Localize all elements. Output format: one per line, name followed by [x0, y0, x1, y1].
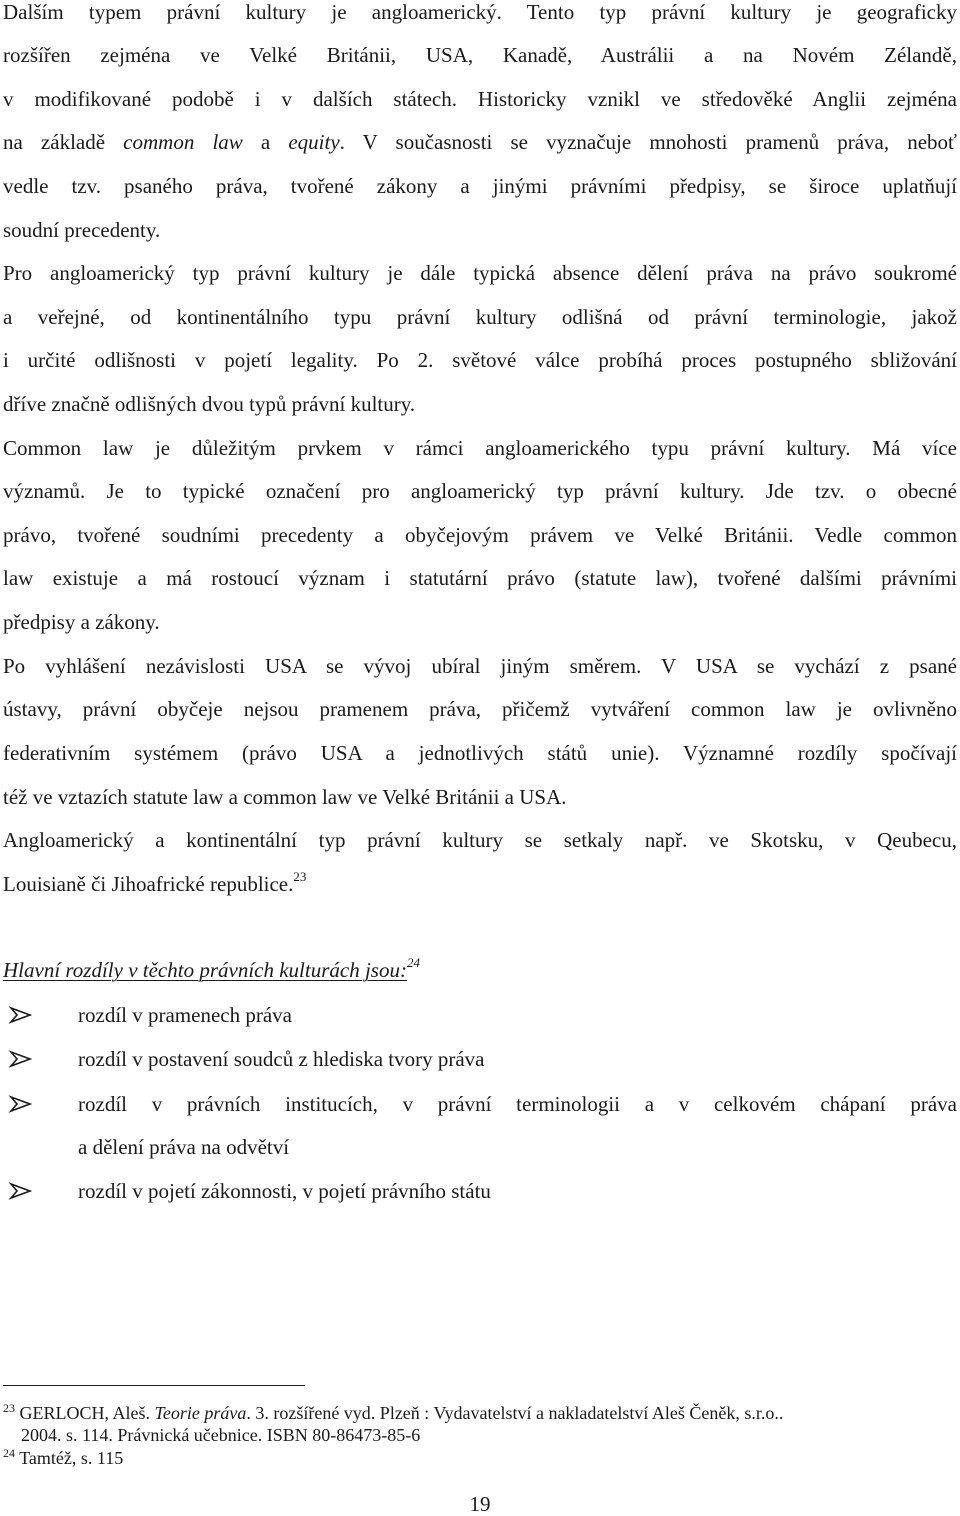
footnote-text: Tamtéž, s. 115 [19, 1448, 124, 1468]
paragraph-3-line-1: Common law je důležitým prvkem v rámci angloamerického typu právní kultury. Má více [3, 436, 957, 460]
line-text: Louisianě či Jihoafrické republice. [3, 872, 294, 896]
line-text: na základě [3, 130, 124, 154]
paragraph-2-line-3: i určité odlišnosti v pojetí legality. Po 2. světové válce probíhá proces postupného sbližování [3, 348, 957, 372]
term-common-law: common law [123, 130, 243, 154]
footnote-ref-24[interactable]: 24 [406, 955, 420, 970]
paragraph-3-line-5: předpisy a zákony. [3, 610, 160, 634]
paragraph-1-line-2: rozšířen zejména ve Velké Británii, USA, Kanadě, Austrálii a na Novém Zélandě, [3, 43, 957, 67]
paragraph-4-line-3: federativním systémem (právo USA a jednotlivých států unie). Významné rozdíly spočívají [3, 741, 957, 765]
paragraph-4-line-4: též ve vztazích statute law a common law ve Velké Británii a USA. [3, 785, 567, 809]
paragraph-1-line-6: soudní precedenty. [3, 218, 161, 242]
footnote-24 [3, 1448, 957, 1469]
list-item-text-continued: a dělení práva na odvětví [78, 1135, 290, 1159]
footnote-number: 23 [3, 1401, 15, 1415]
footnote-book-title: Teorie práva [154, 1403, 247, 1423]
differences-heading: Hlavní rozdíly v těchto právních kulturách jsou: [3, 958, 407, 982]
footnote-number: 24 [3, 1446, 15, 1460]
term-equity: equity [288, 130, 340, 154]
paragraph-3-line-4: law existuje a má rostoucí význam i statutární právo (statute law), tvořené dalšími právními [3, 566, 957, 590]
line-text: . V současnosti se vyznačuje mnohosti pramenů práva, neboť [339, 130, 957, 154]
list-item-text: rozdíl v pojetí zákonnosti, v pojetí právního státu [78, 1179, 491, 1203]
arrowhead-bullet-icon [8, 1003, 36, 1027]
page-number: 19 [469, 1492, 491, 1516]
footnote-23-continued: 2004. s. 114. Právnická učebnice. ISBN 80-86473-85-6 [21, 1425, 421, 1445]
paragraph-1-line-1: Dalším typem právní kultury je angloamerický. Tento typ právní kultury je geograficky [3, 0, 957, 24]
list-item-text: rozdíl v postavení soudců z hlediska tvory práva [78, 1047, 485, 1071]
footnote-separator [3, 1385, 305, 1386]
list-item-text: rozdíl v právních institucích, v právní terminologii a v celkovém chápaní práva [78, 1092, 957, 1116]
paragraph-4-line-1: Po vyhlášení nezávislosti USA se vývoj ubíral jiným směrem. V USA se vychází z psané [3, 654, 957, 678]
paragraph-1-line-5: vedle tzv. psaného práva, tvořené zákony a jinými právními předpisy, se široce uplatňují [3, 174, 957, 198]
arrowhead-bullet-icon [8, 1179, 36, 1203]
footnote-ref-23[interactable]: 23 [293, 869, 307, 884]
paragraph-1-line-3: v modifikované podobě i v dalších státech. Historicky vznikl ve středověké Anglii zejména [3, 87, 957, 111]
footnote-23 [3, 1403, 957, 1424]
paragraph-3-line-3: právo, tvořené soudními precedenty a obyčejovým právem ve Velké Británii. Vedle common [3, 523, 957, 547]
paragraph-3-line-2: významů. Je to typické označení pro angloamerický typ právní kultury. Jde tzv. o obecné [3, 479, 957, 503]
differences-heading-line [3, 955, 957, 982]
paragraph-2-line-4: dříve značně odlišných dvou typů právní kultury. [3, 392, 416, 416]
arrowhead-bullet-icon [8, 1047, 36, 1071]
footnote-text: . 3. rozšířené vyd. Plzeň : Vydavatelství a nakladatelství Aleš Čeněk, s.r.o.. [246, 1403, 784, 1423]
arrowhead-bullet-icon [8, 1092, 36, 1116]
paragraph-5-line-2 [3, 869, 957, 896]
list-item-text: rozdíl v pramenech práva [78, 1003, 292, 1027]
paragraph-2-line-1: Pro angloamerický typ právní kultury je dále typická absence dělení práva na právo soukromé [3, 261, 957, 285]
paragraph-5-line-1: Angloamerický a kontinentální typ právní kultury se setkaly např. ve Skotsku, v Qeubecu, [3, 828, 957, 852]
paragraph-2-line-2: a veřejné, od kontinentálního typu právní kultury odlišná od právní terminologie, jakož [3, 305, 957, 329]
paragraph-4-line-2: ústavy, právní obyčeje nejsou pramenem práva, přičemž vytváření common law je ovlivněno [3, 697, 957, 721]
line-text: a [242, 130, 289, 154]
paragraph-1-line-4 [3, 130, 957, 154]
footnote-text: GERLOCH, Aleš. [19, 1403, 155, 1423]
